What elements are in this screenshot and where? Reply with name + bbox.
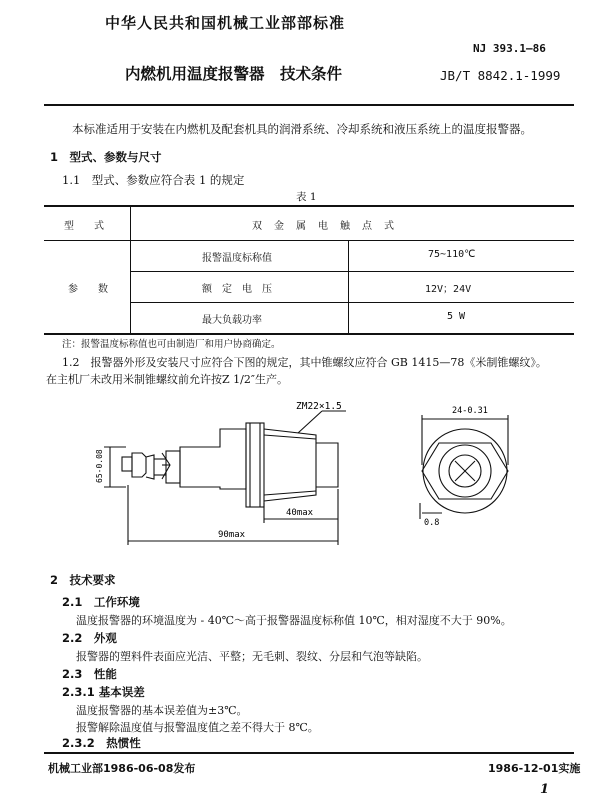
hex-label: 24-0.31 [452,406,488,416]
table-row-name: 最大负载功率 [202,315,262,326]
doc-code-new: JB/T 8842.1-1999 [440,68,561,83]
header-rule [44,104,574,106]
table-vline-2 [348,240,349,333]
table-header-rule [44,240,574,241]
length-40-label: 40max [286,508,314,518]
table-row-value: 12V；24V [425,284,472,295]
section2-1-heading: 2.1 工作环境 [62,595,140,609]
thread-label: ZM22×1.5 [296,401,342,412]
section2-3-1-text2: 报警解除温度值与报警温度值之差不得大于 8℃。 [76,721,319,734]
intro-text: 本标准适用于安装在内燃机及配套机具的润滑系统、冷却系统和液压系统上的温度报警器。 [72,122,532,136]
terminal-base [166,451,180,483]
section1-2-text: 1.2 报警器外形及安装尺寸应符合下图的规定，其中锥螺纹应符合 GB 1415—78《米制锥螺纹》。 [62,356,547,369]
gap-label: 0.8 [424,518,440,528]
diameter-label: 65-0.08 [95,449,104,483]
section2-3-heading: 2.3 性能 [62,667,117,681]
doc-code-old: NJ 393.1—86 [473,42,546,55]
table-row-name: 额 定 电 压 [202,284,272,295]
sensor-shaft [316,443,338,487]
footer-rule [44,752,574,754]
terminal-pin [122,457,132,471]
sensor-flange [246,423,264,507]
section2-3-1-text1: 温度报警器的基本误差值为±3℃。 [76,704,248,717]
section2-1-text: 温度报警器的环境温度为 - 40℃～高于报警器温度标称值 10℃，相对湿度不大于 90%。 [76,614,512,627]
sensor-drawing [90,395,530,555]
section1-2-text-cont: 在主机厂未改用米制锥螺纹前允许按Z 1/2″生产。 [46,373,288,386]
effective-date: 1986-12-01实施 [488,762,581,775]
section1-heading: 1 型式、参数与尺寸 [50,150,162,164]
table-row-value: 75~110℃ [428,249,476,260]
threaded-taper [264,429,316,501]
table-row-name: 报警温度标称值 [202,253,272,264]
length-90-label: 90max [218,530,246,540]
table-bottom-rule [44,333,574,335]
page-number: 1 [540,782,550,797]
table-top-rule [44,205,574,207]
section2-3-2-heading: 2.3.2 热惯性 [62,736,141,750]
table-row-value: 5 W [447,311,466,322]
table-row-rule-1 [130,271,574,272]
table-row-group-label: 参 数 [68,284,108,295]
terminal-nut [132,453,146,477]
section2-2-heading: 2.2 外观 [62,631,117,645]
table-note: 注：报警温度标称值也可由制造厂和用户协商确定。 [62,339,281,350]
org-title: 中华人民共和国机械工业部部标准 [105,14,346,32]
table-row-rule-2 [130,302,574,303]
section2-2-text: 报警器的塑料件表面应光洁、平整；无毛刺、裂纹、分层和气泡等缺陷。 [76,650,428,663]
section2-3-1-heading: 2.3.1 基本误差 [62,685,145,699]
table-col2-header: 双 金 属 电 触 点 式 [252,221,395,232]
sensor-body [180,429,246,489]
table-caption: 表 1 [296,191,317,203]
section1-1-text: 1.1 型式、参数应符合表 1 的规定 [62,173,245,187]
section2-heading: 2 技术要求 [50,573,116,587]
table-col1-header: 型 式 [64,221,104,232]
doc-title: 内燃机用温度报警器 技术条件 [125,65,343,83]
issue-date: 机械工业部1986-06-08发布 [48,762,196,775]
table-vline-1 [130,205,131,333]
